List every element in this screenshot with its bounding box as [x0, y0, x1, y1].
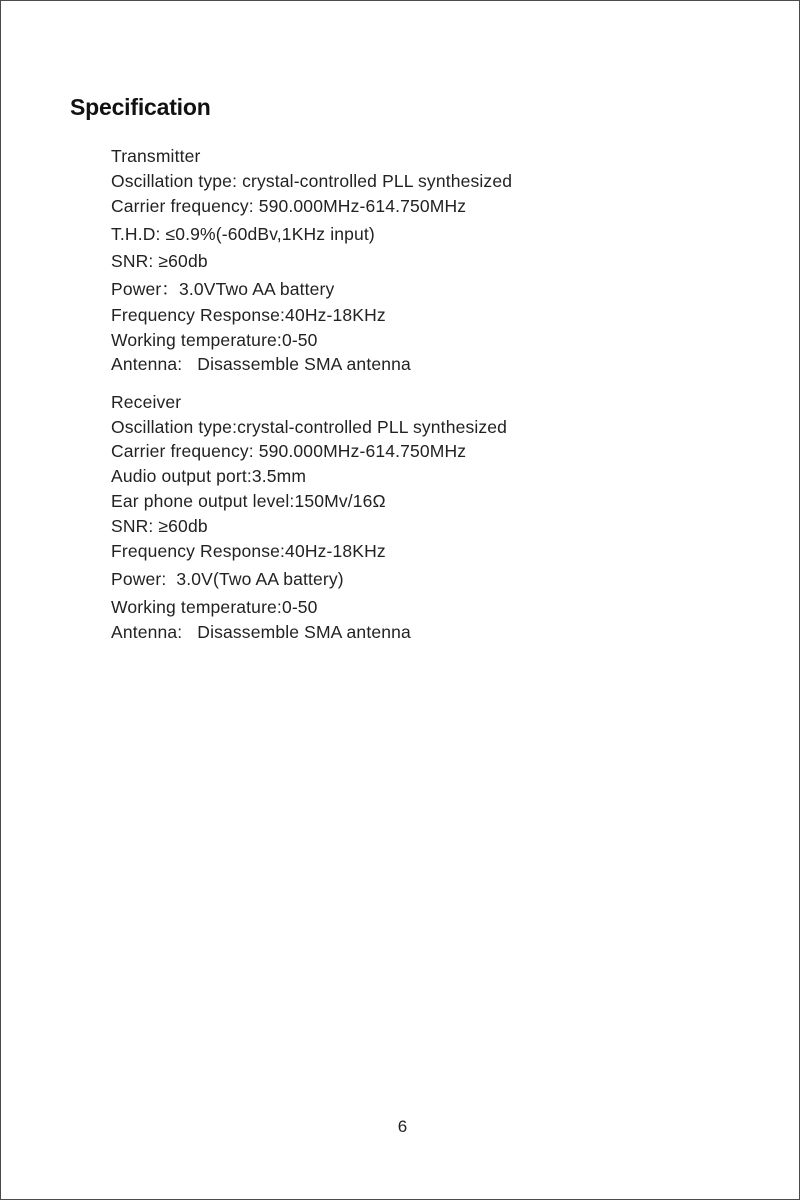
transmitter-heading: Transmitter — [111, 146, 201, 166]
receiver-ear-phone-output-level: Ear phone output level:150Mv/16Ω — [111, 491, 386, 511]
receiver-audio-output-port: Audio output port:3.5mm — [111, 466, 307, 486]
receiver-carrier-frequency: Carrier frequency: 590.000MHz-614.750MHz — [111, 441, 467, 461]
transmitter-working-temperature: Working temperature:0-50 — [111, 330, 318, 350]
page-title: Specification — [70, 94, 211, 120]
page-number: 6 — [397, 1117, 408, 1136]
transmitter-carrier-frequency: Carrier frequency: 590.000MHz-614.750MHz — [111, 196, 467, 216]
receiver-frequency-response: Frequency Response:40Hz-18KHz — [111, 541, 386, 561]
receiver-power: Power: 3.0V(Two AA battery) — [111, 569, 344, 589]
transmitter-antenna: Antenna: Disassemble SMA antenna — [111, 354, 411, 374]
transmitter-thd: T.H.D: ≤0.9%(-60dBv,1KHz input) — [111, 224, 375, 244]
receiver-working-temperature: Working temperature:0-50 — [111, 597, 318, 617]
transmitter-power: Power：3.0VTwo AA battery — [111, 279, 335, 299]
receiver-heading: Receiver — [111, 392, 182, 412]
transmitter-oscillation-type: Oscillation type: crystal-controlled PLL synthesized — [111, 171, 513, 191]
receiver-oscillation-type: Oscillation type:crystal-controlled PLL synthesized — [111, 417, 508, 437]
receiver-antenna: Antenna: Disassemble SMA antenna — [111, 622, 411, 642]
transmitter-snr: SNR: ≥60db — [111, 251, 208, 271]
transmitter-frequency-response: Frequency Response:40Hz-18KHz — [111, 305, 386, 325]
receiver-snr: SNR: ≥60db — [111, 516, 208, 536]
